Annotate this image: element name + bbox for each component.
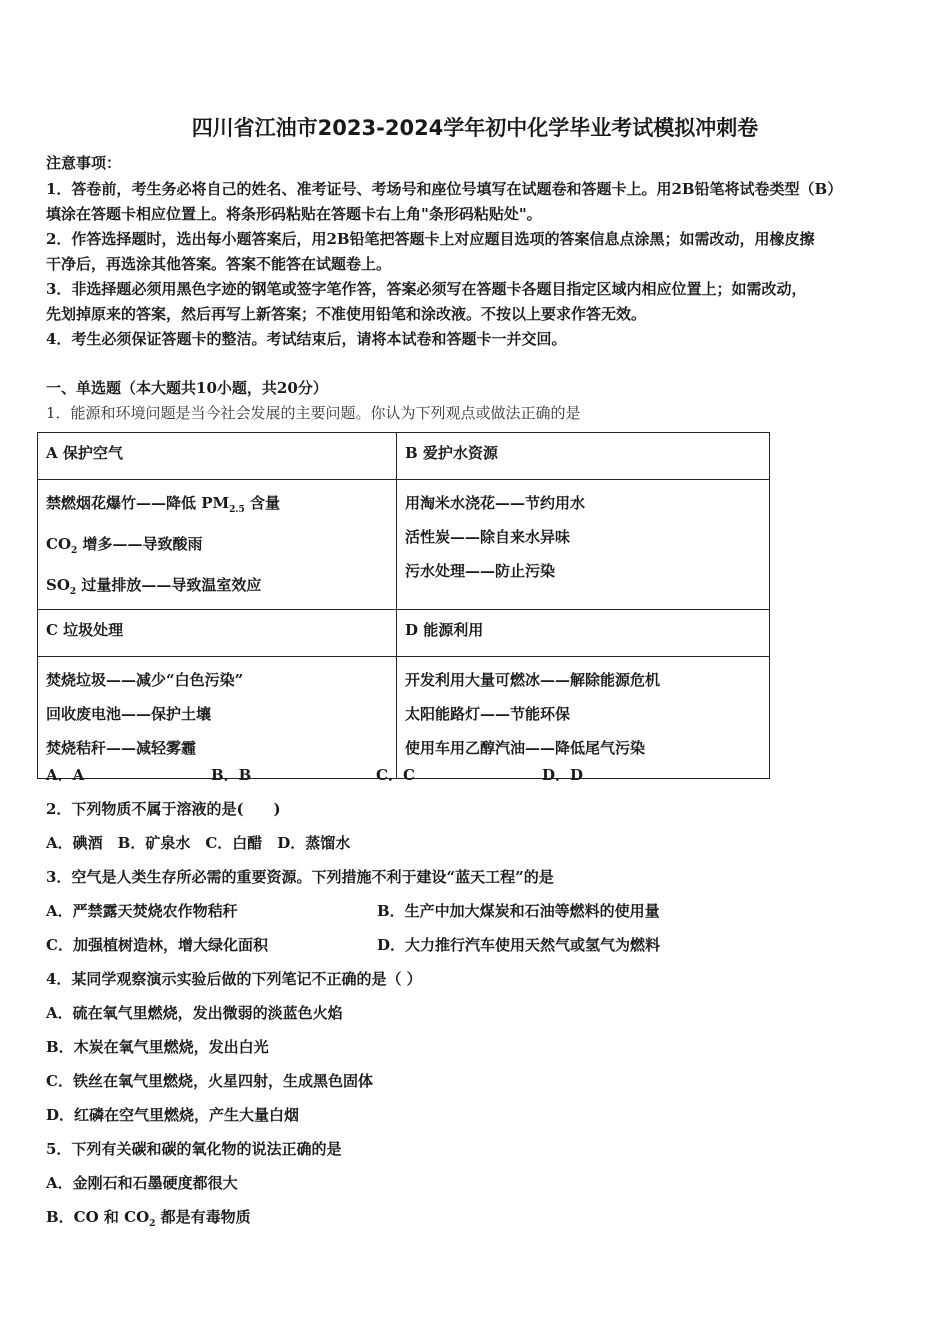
q1-d-item-1: 开发利用大量可燃冰——解除能源危机 [405, 671, 661, 689]
q1-c-item-1: 焚烧垃圾——减少“白色污染” [46, 671, 244, 689]
notice-line-4: 干净后，再选涂其他答案。答案不能答在试题卷上。 [46, 255, 392, 273]
q1-a-cell [38, 480, 397, 610]
q3-stem: 3．空气是人类生存所必需的重要资源。下列措施不利于建设“蓝天工程”的是 [46, 868, 554, 886]
q1-b-item-3: 污水处理——防止污染 [405, 562, 556, 580]
q1-option-d[interactable]: D．D [542, 766, 584, 784]
q3-option-b[interactable]: B．生产中加大煤炭和石油等燃料的使用量 [377, 902, 660, 920]
q5-stem: 5．下列有关碳和碳的氧化物的说法正确的是 [46, 1140, 342, 1158]
notice-line-3: 2．作答选择题时，选出每小题答案后，用2B铅笔把答题卡上对应题目选项的答案信息点涂黑；如需改动，用橡皮擦 [46, 230, 815, 248]
q3-option-c[interactable]: C．加强植树造林，增大绿化面积 [46, 936, 268, 954]
q1-b-item-2: 活性炭——除自来水异味 [405, 528, 571, 546]
q4-option-d[interactable]: D．红磷在空气里燃烧，产生大量白烟 [46, 1106, 300, 1124]
notice-line-2: 填涂在答题卡相应位置上。将条形码粘贴在答题卡右上角"条形码粘贴处"。 [46, 205, 542, 223]
q1-option-b[interactable]: B．B [211, 766, 252, 784]
q5-option-b[interactable]: B．CO 和 $CO_2$ 都是有毒物质 [46, 1208, 251, 1229]
q1-b-heading: B 爱护水资源 [397, 433, 770, 480]
q4-option-c[interactable]: C．铁丝在氧气里燃烧，火星四射，生成黑色固体 [46, 1072, 373, 1090]
q1-c-cell [38, 657, 397, 779]
notice-heading: 注意事项： [46, 154, 122, 172]
q3-options-row-2 [46, 934, 660, 955]
notice-line-5: 3．非选择题必须用黑色字迹的钢笔或签字笔作答，答案必须写在答题卡各题目指定区域内相应位置上；如需改动， [46, 280, 807, 298]
q1-b-cell [397, 480, 770, 610]
q3-options-row-1 [46, 900, 660, 921]
q1-d-item-3: 使用车用乙醇汽油——降低尾气污染 [405, 739, 646, 757]
page-title: 四川省江油市2023-2024学年初中化学毕业考试模拟冲刺卷 [191, 116, 759, 140]
q1-option-a[interactable]: A．A [46, 766, 85, 784]
notice-line-1: 1．答卷前，考生务必将自己的姓名、准考证号、考场号和座位号填写在试题卷和答题卡上。用2B铅笔将试卷类型（B） [46, 180, 843, 198]
q5-option-a[interactable]: A．金刚石和石墨硬度都很大 [46, 1174, 238, 1192]
q1-choices [46, 764, 583, 785]
notice-line-6: 先划掉原来的答案，然后再写上新答案；不准使用铅笔和涂改液。不按以上要求作答无效。 [46, 305, 647, 323]
q1-d-cell [397, 657, 770, 779]
notice-line-7: 4．考生必须保证答题卡的整洁。考试结束后，请将本试卷和答题卡一并交回。 [46, 330, 567, 348]
q4-option-b[interactable]: B．木炭在氧气里燃烧，发出白光 [46, 1038, 269, 1056]
q1-a-item-3: $SO_2$ 过量排放——导致温室效应 [46, 576, 262, 597]
q1-a-item-1: 禁燃烟花爆竹——降低 $PM_{2.5}$ 含量 [46, 494, 281, 515]
q3-option-a[interactable]: A．严禁露天焚烧农作物秸秆 [46, 902, 238, 920]
q2-options[interactable]: A．碘酒 B．矿泉水 C．白醋 D．蒸馏水 [46, 834, 351, 852]
q1-d-heading: D 能源利用 [397, 610, 770, 657]
q1-c-item-2: 回收废电池——保护土壤 [46, 705, 212, 723]
q1-b-item-1: 用淘米水浇花——节约用水 [405, 494, 586, 512]
q1-a-heading: A 保护空气 [38, 433, 397, 480]
q1-a-item-2: $CO_2$ 增多——导致酸雨 [46, 535, 203, 556]
q1-stem: 1．能源和环境问题是当今社会发展的主要问题。你认为下列观点或做法正确的是 [46, 404, 581, 422]
q3-option-d[interactable]: D．大力推行汽车使用天然气或氢气为燃料 [377, 936, 661, 954]
q1-c-item-3: 焚烧秸秆——减轻雾霾 [46, 739, 197, 757]
q1-d-item-2: 太阳能路灯——节能环保 [405, 705, 571, 723]
section-heading: 一、单选题（本大题共10小题，共20分） [46, 379, 328, 397]
q1-c-heading: C 垃圾处理 [38, 610, 397, 657]
q1-option-c[interactable]: C．C [376, 766, 415, 784]
q1-option-table [37, 432, 770, 779]
q4-option-a[interactable]: A．硫在氧气里燃烧，发出微弱的淡蓝色火焰 [46, 1004, 343, 1022]
q4-stem: 4．某同学观察演示实验后做的下列笔记不正确的是（ ） [46, 970, 422, 988]
q2-stem: 2．下列物质不属于溶液的是( ) [46, 800, 281, 818]
